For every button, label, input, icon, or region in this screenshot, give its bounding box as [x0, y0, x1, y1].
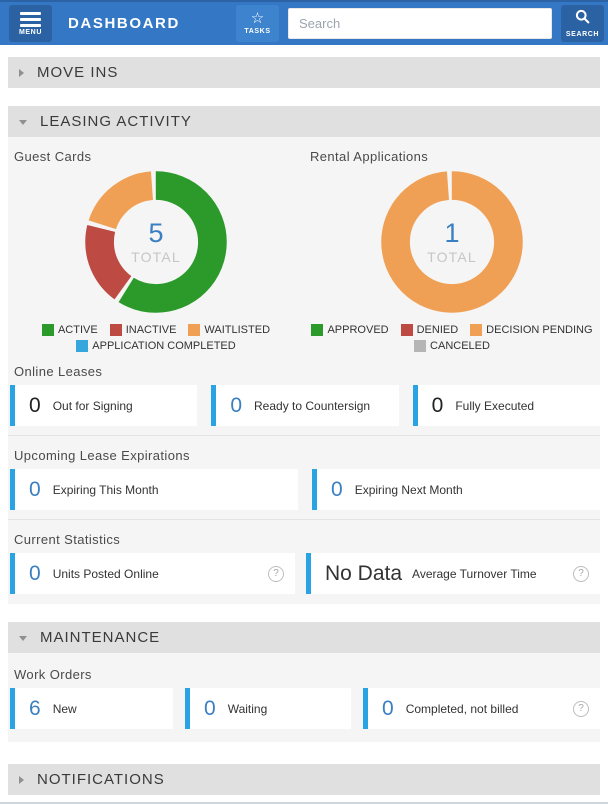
donut-total-label: TOTAL [131, 248, 181, 265]
legend-swatch [188, 324, 200, 336]
stat-value: 0 [204, 696, 216, 720]
legend-item-active: ACTIVE [42, 324, 98, 336]
menu-button-label: MENU [18, 28, 42, 36]
stat-label: Completed, not billed [405, 701, 519, 716]
rental-applications-chart [304, 143, 600, 352]
legend-swatch [414, 340, 426, 352]
stat-label: Expiring Next Month [354, 482, 463, 497]
maintenance-content [8, 653, 600, 742]
donut-segment-decision-pending[interactable] [396, 186, 509, 299]
legend-item-denied: DENIED [401, 324, 459, 336]
guest-cards-legend [10, 324, 302, 352]
menu-button[interactable] [9, 5, 52, 42]
charts-row [8, 143, 600, 352]
legend-swatch [110, 324, 122, 336]
search-button[interactable] [561, 5, 604, 42]
section-title: LEASING ACTIVITY [40, 113, 192, 130]
stat-card-average-turnover-time[interactable] [306, 553, 600, 594]
stat-label: Units Posted Online [52, 566, 159, 581]
collapsed-arrow-icon [19, 69, 24, 77]
stat-card-fully-executed[interactable] [413, 385, 600, 426]
chart-title: Rental Applications [310, 149, 429, 164]
lease-expirations-row [8, 469, 600, 510]
legend-item-application-completed: APPLICATION COMPLETED [76, 340, 235, 352]
section-title: NOTIFICATIONS [37, 771, 165, 788]
stat-label: Fully Executed [455, 398, 535, 413]
donut-total-value: 5 [148, 218, 164, 249]
stat-value: 0 [29, 393, 41, 417]
stat-label: New [52, 701, 77, 716]
legend-swatch [76, 340, 88, 352]
stat-value: No Data [325, 561, 403, 585]
legend-item-inactive: INACTIVE [110, 324, 177, 336]
search-button-label: SEARCH [565, 31, 600, 38]
expanded-arrow-icon [19, 636, 27, 641]
donut-total-value: 1 [444, 218, 460, 249]
page-title: DASHBOARD [68, 15, 180, 32]
rental-applications-legend [306, 324, 598, 352]
search-icon [575, 9, 590, 29]
chart-title: Guest Cards [14, 149, 92, 164]
section-title: MOVE INS [37, 64, 119, 81]
stat-value: 0 [29, 477, 41, 501]
divider [8, 519, 600, 520]
section-move-ins[interactable] [8, 57, 600, 88]
leasing-activity-content [8, 137, 600, 604]
donut-total-label: TOTAL [427, 248, 477, 265]
divider [8, 435, 600, 436]
stat-card-waiting-work-orders[interactable] [185, 688, 351, 729]
tasks-button[interactable] [236, 5, 279, 42]
stat-value: 0 [382, 696, 394, 720]
current-statistics-row [8, 553, 600, 594]
stat-value: 0 [331, 477, 343, 501]
stat-value: 0 [431, 393, 444, 417]
stat-label: Waiting [227, 701, 268, 716]
tasks-button-label: TASKS [244, 28, 271, 35]
help-icon[interactable]: ? [268, 566, 284, 582]
stat-label: Average Turnover Time [412, 566, 537, 581]
legend-item-waitlisted: WAITLISTED [188, 324, 270, 336]
section-leasing-activity[interactable] [8, 106, 600, 137]
guest-cards-chart [8, 143, 304, 352]
stat-label: Ready to Countersign [254, 398, 371, 413]
lease-expirations-label: Upcoming Lease Expirations [14, 448, 190, 463]
online-leases-row [8, 385, 600, 426]
legend-swatch [470, 324, 482, 336]
section-title: MAINTENANCE [40, 629, 161, 646]
stat-label: Out for Signing [52, 398, 133, 413]
help-icon[interactable]: ? [573, 566, 589, 582]
collapsed-arrow-icon [19, 776, 24, 784]
online-leases-label: Online Leases [14, 364, 103, 379]
legend-item-decision-pending: DECISION PENDING [470, 324, 592, 336]
star-icon: ☆ [250, 10, 265, 27]
legend-swatch [401, 324, 413, 336]
current-statistics-label: Current Statistics [14, 532, 121, 547]
legend-swatch [311, 324, 323, 336]
stat-card-ready-to-countersign[interactable] [211, 385, 398, 426]
stat-card-expiring-this-month[interactable] [10, 469, 298, 510]
stat-value: 0 [230, 393, 243, 417]
stat-card-completed-not-billed[interactable] [363, 688, 600, 729]
rental-applications-donut [377, 168, 527, 316]
stat-card-expiring-next-month[interactable] [312, 469, 600, 510]
stat-card-new-work-orders[interactable] [10, 688, 173, 729]
section-maintenance[interactable] [8, 622, 600, 653]
work-orders-row [8, 688, 600, 729]
section-notifications[interactable] [8, 764, 600, 795]
stat-card-units-posted-online[interactable] [10, 553, 295, 594]
guest-cards-donut [81, 168, 231, 316]
stat-card-out-for-signing[interactable] [10, 385, 197, 426]
stat-value: 6 [29, 696, 41, 720]
legend-item-canceled: CANCELED [414, 340, 490, 352]
top-header [0, 0, 608, 45]
help-icon[interactable]: ? [573, 701, 589, 717]
stat-label: Expiring This Month [52, 482, 159, 497]
expanded-arrow-icon [19, 120, 27, 125]
work-orders-label: Work Orders [14, 667, 92, 682]
hamburger-icon [20, 12, 41, 27]
stat-value: 0 [29, 561, 41, 585]
legend-swatch [42, 324, 54, 336]
legend-item-approved: APPROVED [311, 324, 388, 336]
search-input[interactable] [288, 8, 552, 39]
